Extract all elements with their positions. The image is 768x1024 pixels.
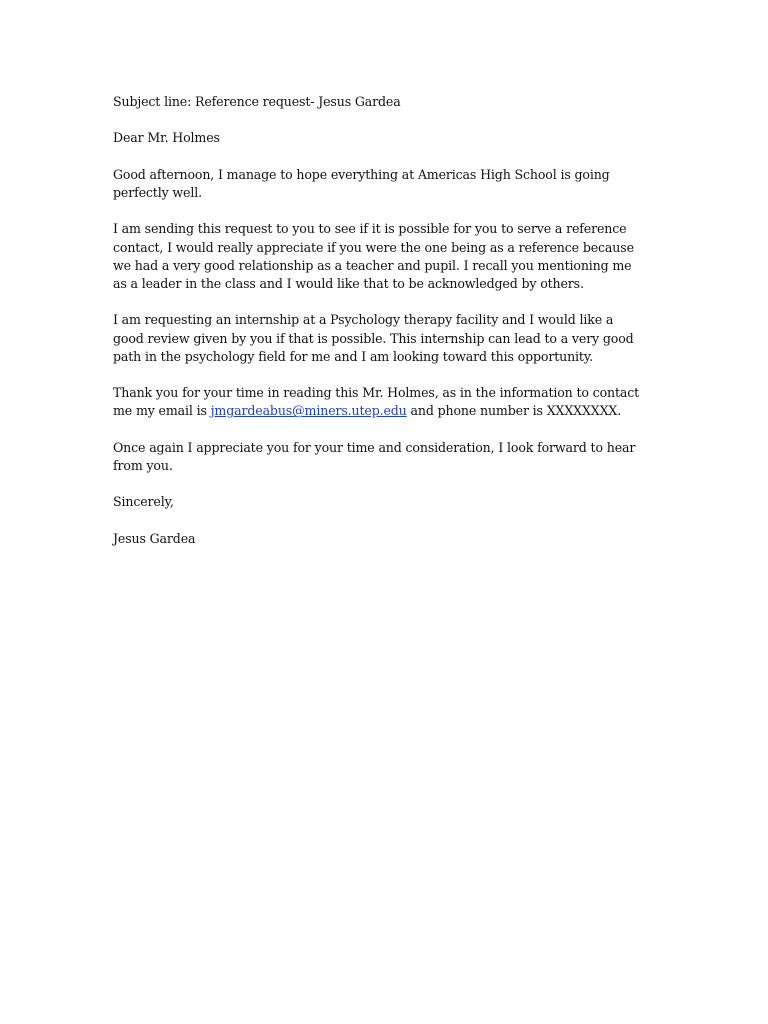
paragraph-line: I am sending this request to you to see if it is possible for you to serve a reference — [113, 221, 627, 237]
signature-text: Jesus Gardea — [113, 530, 196, 546]
paragraph-thanks — [113, 439, 658, 475]
paragraph-line: Good afternoon, I manage to hope everything at Americas High School is going — [113, 166, 610, 182]
paragraph-greeting — [113, 166, 658, 202]
contact-suffix: and phone number is XXXXXXXX. — [406, 403, 622, 419]
paragraph-line: as a leader in the class and I would like that to be acknowledged by others. — [113, 275, 584, 291]
paragraph-line: path in the psychology field for me and I am looking toward this opportunity. — [113, 348, 593, 364]
letter-body — [113, 93, 658, 566]
paragraph-line: good review given by you if that is possible. This internship can lead to a very good — [113, 330, 634, 346]
paragraph-line: perfectly well. — [113, 184, 202, 200]
paragraph-line: contact, I would really appreciate if you were the one being as a reference because — [113, 239, 634, 255]
salutation — [113, 129, 658, 147]
contact-line — [113, 402, 658, 420]
paragraph-contact — [113, 384, 658, 420]
paragraph-line: from you. — [113, 457, 173, 473]
paragraph-internship — [113, 311, 658, 366]
signature — [113, 530, 658, 548]
paragraph-line: Thank you for your time in reading this Mr. Holmes, as in the information to contact — [113, 385, 640, 401]
subject-line — [113, 93, 658, 111]
closing-text: Sincerely, — [113, 494, 174, 510]
closing — [113, 493, 658, 511]
paragraph-request — [113, 220, 658, 293]
paragraph-line: we had a very good relationship as a teacher and pupil. I recall you mentioning me — [113, 257, 632, 273]
subject-text: Subject line: Reference request- Jesus Gardea — [113, 94, 401, 109]
paragraph-line: I am requesting an internship at a Psychology therapy facility and I would like a — [113, 312, 614, 328]
email-link[interactable]: jmgardeabus@miners.utep.edu — [210, 403, 407, 419]
contact-prefix: me my email is — [113, 403, 211, 419]
salutation-text: Dear Mr. Holmes — [113, 130, 220, 146]
paragraph-line: Once again I appreciate you for your time and consideration, I look forward to hear — [113, 439, 636, 455]
